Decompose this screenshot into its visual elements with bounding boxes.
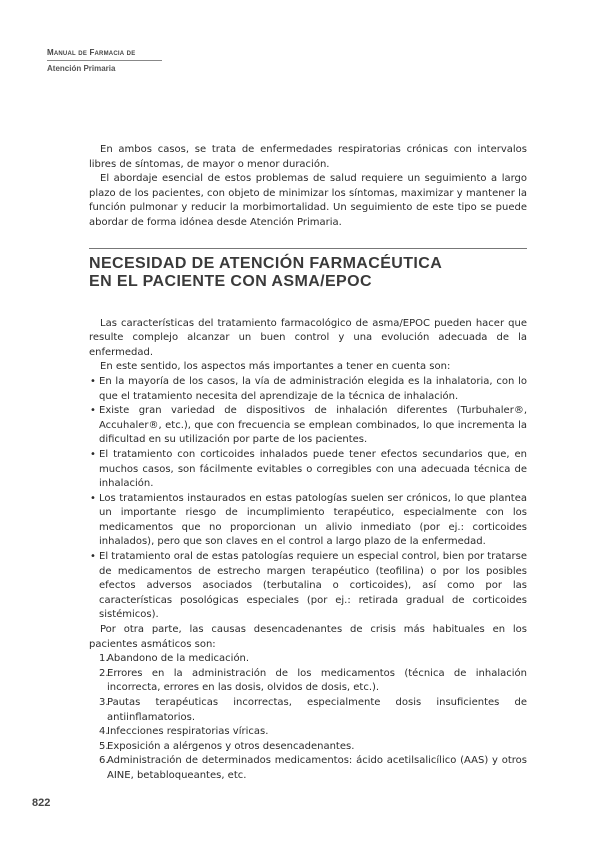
section-title-line-2: EN EL PACIENTE CON ASMA/EPOC xyxy=(89,272,372,290)
list-item xyxy=(89,696,527,725)
aspects-list xyxy=(89,375,527,623)
list-item-text: Errores en la administración de los medicamentos (técnica de inhalación incorrecta, errores en las dosis, olvidos de dosis, etc.). xyxy=(107,667,527,694)
list-item: • En la mayoría de los casos, la vía de administración elegida es la inhalatoria, con lo que el tratamiento necesita del aprendizaje de la técnica de inhalación. xyxy=(89,375,527,404)
intro-paragraph-2: El abordaje esencial de estos problemas de salud requiere un seguimiento a largo plazo de los pacientes, con objeto de minimizar los síntomas, maximizar y mantener la función pulmonar y reducir la morbimortalidad. Un seguimiento de este tipo se puede abordar de forma idónea desde Atención Primaria. xyxy=(89,173,527,228)
list-item: • Existe gran variedad de dispositivos de inhalación diferentes (Turbuhaler®, Accuhaler®, etc.), que con frecuencia se emplean combinados, lo que incrementa la dificultad en su utilización por parte de los pacientes. xyxy=(89,404,527,448)
page-number: 822 xyxy=(32,797,51,809)
list-number: 3. xyxy=(99,697,109,708)
list-number: 4. xyxy=(99,726,109,738)
list-number: 5. xyxy=(99,740,109,752)
list-item xyxy=(89,725,527,740)
list-item-text: Pautas terapéuticas incorrectas, especialmente dosis insuficientes de antiinflamatorios. xyxy=(107,697,527,723)
body-paragraph-2: En este sentido, los aspectos más importantes a tener en cuenta son: xyxy=(100,361,451,373)
list-item: • El tratamiento con corticoides inhalados puede tener efectos secundarios que, en muchos casos, son fácilmente evitables o corregibles con una adecuada técnica de inhalación. xyxy=(89,448,527,492)
list-number: 1. xyxy=(99,653,109,665)
page-content xyxy=(89,143,527,784)
section-title xyxy=(89,255,527,291)
running-head-subtitle: Atención Primaria xyxy=(47,64,116,73)
list-number: 6. xyxy=(99,755,109,767)
list-item-text: Abandono de la medicación. xyxy=(107,653,250,665)
intro-paragraph-1: En ambos casos, se trata de enfermedades respiratorias crónicas con intervalos libres de síntomas, de mayor o menor duración. xyxy=(89,144,527,170)
body-paragraph-3: Por otra parte, las causas desencadenantes de crisis más habituales en los pacientes asmáticos son: xyxy=(89,624,527,650)
list-item: • El tratamiento oral de estas patologías requiere un especial control, bien por tratarse de medicamentos de estrecho margen terapéutico (teofilina) o por los posibles efectos adversos asociados (terbutalina o corticoides), así como por las características posológicas especiales (por ej.: retirada gradual de corticoides sistémicos). xyxy=(89,550,527,623)
list-item-text: Administración de determinados medicamentos: ácido acetilsalicílico (AAS) y otros AINE, betabloqueantes, etc. xyxy=(107,755,527,781)
causes-list xyxy=(89,652,527,783)
running-head-title: Manual de Farmacia de xyxy=(47,48,136,57)
list-item xyxy=(89,754,527,783)
body-paragraph-1: Las características del tratamiento farmacológico de asma/EPOC pueden hacer que resulte complejo alcanzar un buen control y una evolución adecuada de la enfermedad. xyxy=(89,317,527,358)
list-item-text: Exposición a alérgenos y otros desencadenantes. xyxy=(107,740,355,752)
list-item-text: Infecciones respiratorias víricas. xyxy=(107,726,269,738)
section-rule xyxy=(89,248,527,249)
running-head-rule xyxy=(47,60,162,61)
running-head xyxy=(47,47,162,74)
list-item xyxy=(89,652,527,667)
list-item: • Los tratamientos instaurados en estas patologías suelen ser crónicos, lo que plantea un importante riesgo de incumplimiento terapéutico, especialmente con los medicamentos que no proporcionan un alivio inmediato (por ej.: corticoides inhalados), pero que son claves en el control a largo plazo de la enfermedad. xyxy=(89,492,527,550)
list-item xyxy=(89,667,527,696)
list-item xyxy=(89,740,527,755)
section-title-line-1: NECESIDAD DE ATENCIÓN FARMACÉUTICA xyxy=(89,254,443,272)
list-number: 2. xyxy=(99,667,109,679)
